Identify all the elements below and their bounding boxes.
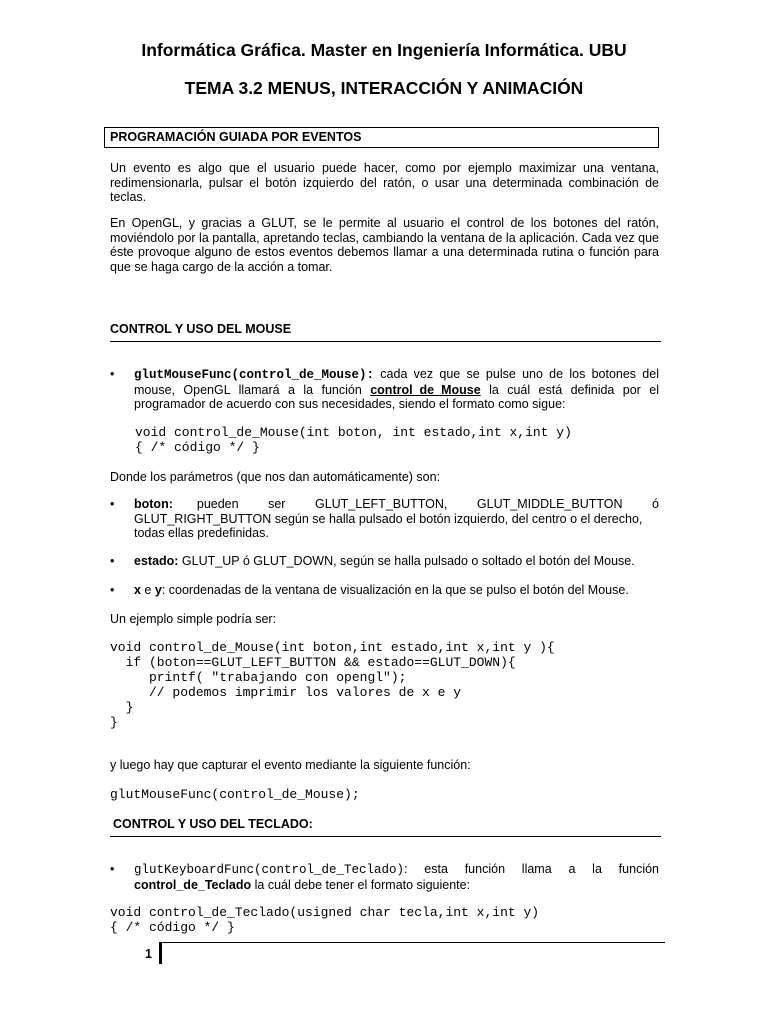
code-mouse-signature: void control_de_Mouse(int boton, int estado,int x,int y) { /* código */ } [135,425,572,455]
bullet-glyph: • [110,554,115,568]
code-glutkeyboardfunc: glutKeyboardFunc(control_de_Teclado) [134,863,405,877]
footer-rule [161,942,665,943]
param-xy-text: : coordenadas de la ventana de visualización en la que se pulso el botón del Mouse. [161,583,629,597]
bullet-glyph: • [110,367,115,381]
param-y-label: y [154,583,162,597]
code-capture-mouse: glutMouseFunc(control_de_Mouse); [110,787,360,802]
footer-bar [159,942,162,964]
bullet-glyph: • [110,583,115,597]
document-topic-title: TEMA 3.2 MENUS, INTERACCIÓN Y ANIMACIÓN [184,78,584,98]
document-header-title: Informática Gráfica. Master en Ingeniería Informática. UBU [141,40,627,60]
bullet-glyph: • [110,497,115,511]
param-estado-text: GLUT_UP ó GLUT_DOWN, según se halla pulsado o soltado el botón del Mouse. [178,554,635,568]
function-name-control-teclado: control_de_Teclado [134,877,252,892]
code-keyboard-signature: void control_de_Teclado(usigned char tecla,int x,int y) { /* código */ } [110,905,540,935]
paragraph-opengl-glut: En OpenGL, y gracias a GLUT, se le permite al usuario el control de los botones del ratón, moviéndolo por la pantalla, apretando teclas, cambiando la ventana de la aplicación. Cada vez que éste provoque alguno de estos eventos debemos llamar a una determinada rutina o función para que se haga cargo de la acción a tomar. [110,216,659,274]
paragraph-params-intro: Donde los parámetros (que nos dan automáticamente) son: [110,470,441,484]
bullet-text: : esta función llama a la función [404,862,659,876]
section-heading-events: PROGRAMACIÓN GUIADA POR EVENTOS [104,127,659,148]
function-name-control-mouse: control_de_Mouse [370,382,481,397]
bullet-text: cada vez que se pulse uno de los botones del mouse, OpenGL llamará a la función [134,367,659,397]
param-estado [134,554,659,569]
param-boton-options [173,497,659,512]
page-number: 1 [145,947,152,961]
param-xy-connector: e [140,583,155,597]
bullet-text: la cuál debe tener el formato siguiente: [251,877,471,892]
code-glutmousefunc: glutMouseFunc(control_de_Mouse): [134,368,375,382]
param-boton-line1-row [134,497,659,512]
param-estado-label: estado: [134,554,179,568]
paragraph-example-intro: Un ejemplo simple podría ser: [110,612,277,626]
bullet-text: la cuál está definida por el programador de acuerdo con sus necesidades, siendo el formato como sigue: [134,382,659,411]
bullet-mouse-func [134,367,659,412]
param-boton-line1: pueden ser GLUT_LEFT_BUTTON, GLUT_MIDDLE_BUTTON ó [196,497,659,511]
param-boton [134,497,659,541]
section-heading-mouse: CONTROL Y USO DEL MOUSE [110,322,661,342]
param-x-label: x [134,583,141,597]
paragraph-event-definition: Un evento es algo que el usuario puede hacer, como por ejemplo maximizar una ventana, redimensionarla, pulsar el botón izquierdo del ratón, o usar una determinada combinación de teclas. [110,161,659,204]
param-boton-line2: GLUT_RIGHT_BUTTON según se halla pulsado el botón izquierdo, del centro o el derecho, todas ellas predefinidas. [134,511,643,540]
param-boton-label: boton: [134,497,173,511]
bullet-keyboard-func [134,862,659,892]
param-xy [134,583,659,598]
section-heading-keyboard: CONTROL Y USO DEL TECLADO: [110,817,661,837]
code-mouse-example: void control_de_Mouse(int boton,int estado,int x,int y ){ if (boton==GLUT_LEFT_BUTTON && estado==GLUT_DOWN){ printf( "trabajando con opengl"); // podemos imprimir los valores de x e y } } [110,640,555,730]
paragraph-capture-intro: y luego hay que capturar el evento mediante la siguiente función: [110,758,471,772]
bullet-glyph: • [110,862,115,876]
